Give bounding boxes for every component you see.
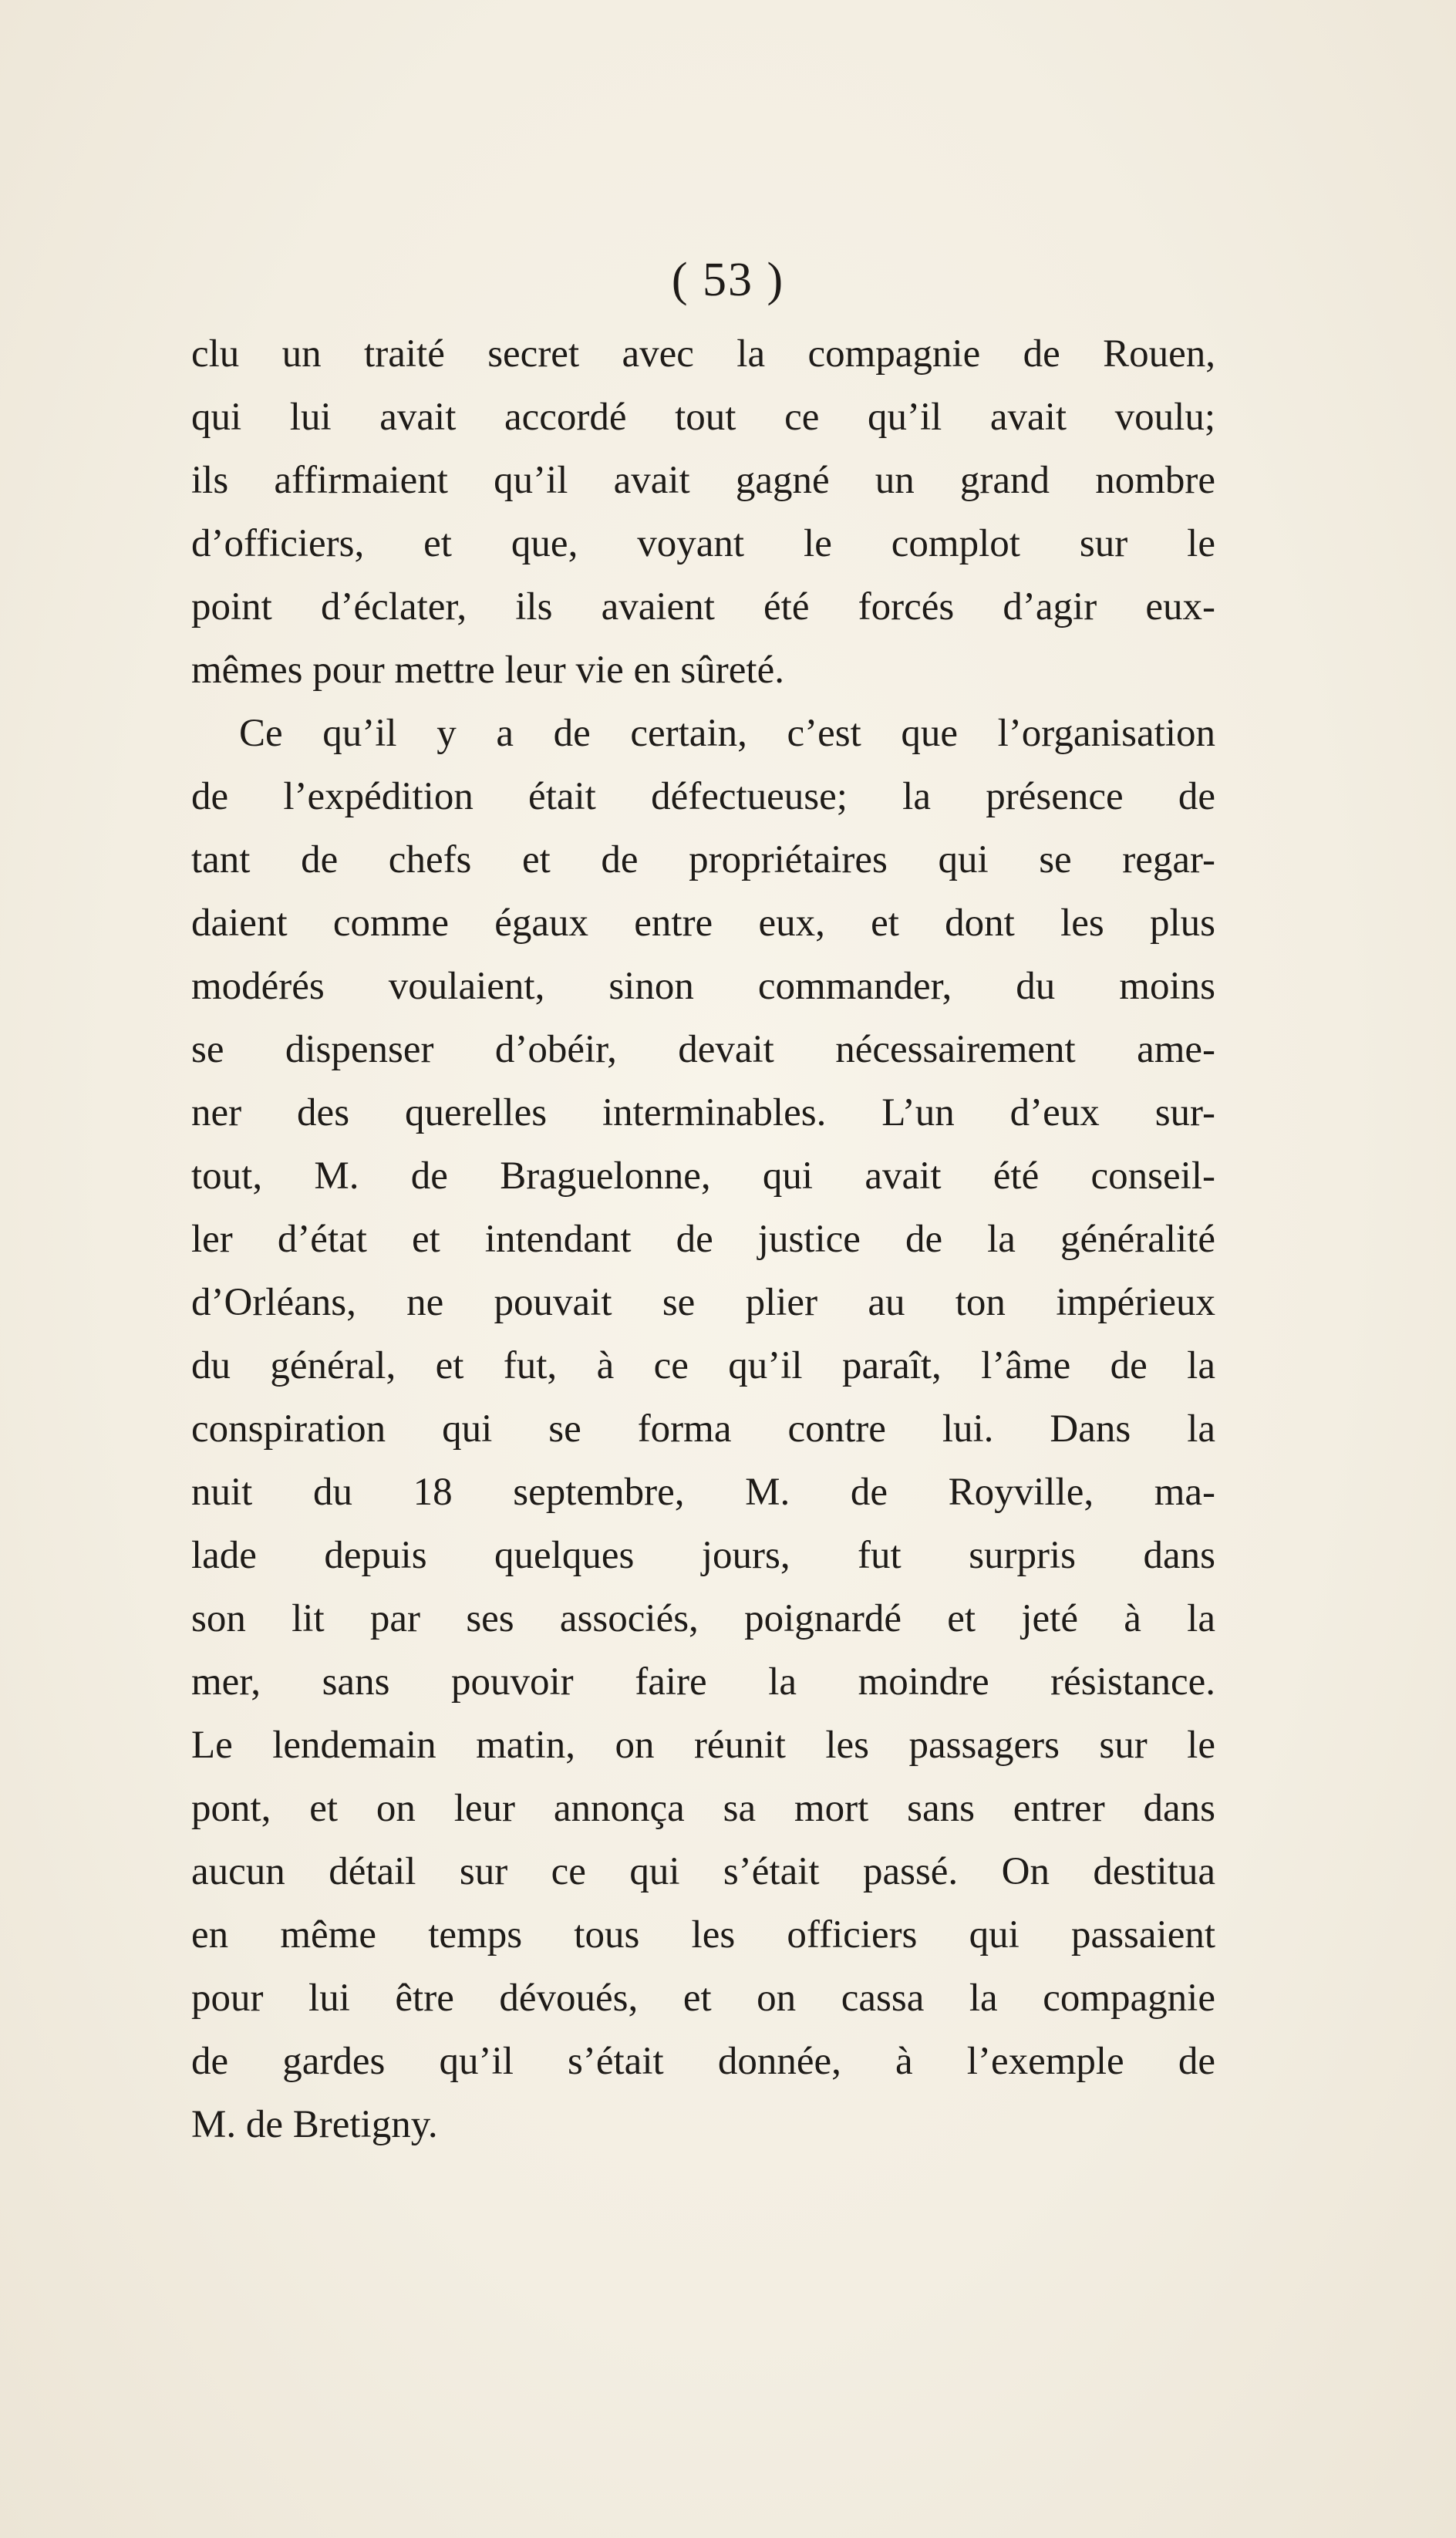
- text-line: son lit par ses associés, poignardé et jeté à la: [191, 1597, 1215, 1640]
- text-line: de l’expédition était défectueuse; la présence de: [191, 775, 1215, 818]
- text-line: tant de chefs et de propriétaires qui se regar-: [191, 838, 1215, 881]
- text-line: qui lui avait accordé tout ce qu’il avait voulu;: [191, 396, 1215, 439]
- text-line: point d’éclater, ils avaient été forcés d’agir eux-: [191, 585, 1215, 629]
- text-line: ler d’état et intendant de justice de la généralité: [191, 1218, 1215, 1261]
- text-line: nuit du 18 septembre, M. de Royville, ma-: [191, 1471, 1215, 1514]
- text-line: clu un traité secret avec la compagnie de Rouen,: [191, 332, 1215, 376]
- text-line: mer, sans pouvoir faire la moindre résistance.: [191, 1660, 1215, 1704]
- text-line: daient comme égaux entre eux, et dont les plus: [191, 902, 1215, 945]
- text-line: pour lui être dévoués, et on cassa la compagnie: [191, 1977, 1215, 2020]
- paragraph-1: [191, 322, 1215, 702]
- text-line: lade depuis quelques jours, fut surpris dans: [191, 1534, 1215, 1577]
- text-line: se dispenser d’obéir, devait nécessairement ame-: [191, 1028, 1215, 1071]
- paragraph-2: [191, 702, 1215, 2156]
- text-line: aucun détail sur ce qui s’était passé. On destitua: [191, 1850, 1215, 1893]
- text-line: M. de Bretigny.: [191, 2103, 438, 2146]
- text-line: en même temps tous les officiers qui passaient: [191, 1913, 1215, 1957]
- text-line: modérés voulaient, sinon commander, du moins: [191, 965, 1215, 1008]
- text-line: Ce qu’il y a de certain, c’est que l’organisation: [239, 712, 1215, 755]
- text-line: de gardes qu’il s’était donnée, à l’exemple de: [191, 2040, 1215, 2083]
- text-line: tout, M. de Braguelonne, qui avait été conseil-: [191, 1154, 1215, 1198]
- text-line: pont, et on leur annonça sa mort sans entrer dans: [191, 1787, 1215, 1830]
- text-line: conspiration qui se forma contre lui. Dans la: [191, 1407, 1215, 1451]
- text-line: d’Orléans, ne pouvait se plier au ton impérieux: [191, 1281, 1215, 1324]
- text-line: du général, et fut, à ce qu’il paraît, l’âme de la: [191, 1344, 1215, 1387]
- text-line: ner des querelles interminables. L’un d’eux sur-: [191, 1091, 1215, 1134]
- text-line: ils affirmaient qu’il avait gagné un grand nombre: [191, 459, 1215, 502]
- page-number: ( 53 ): [671, 254, 785, 306]
- text-line: Le lendemain matin, on réunit les passagers sur le: [191, 1724, 1215, 1767]
- body-text: [191, 322, 1215, 2156]
- text-line: d’officiers, et que, voyant le complot sur le: [191, 522, 1215, 565]
- text-line: mêmes pour mettre leur vie en sûreté.: [191, 649, 784, 692]
